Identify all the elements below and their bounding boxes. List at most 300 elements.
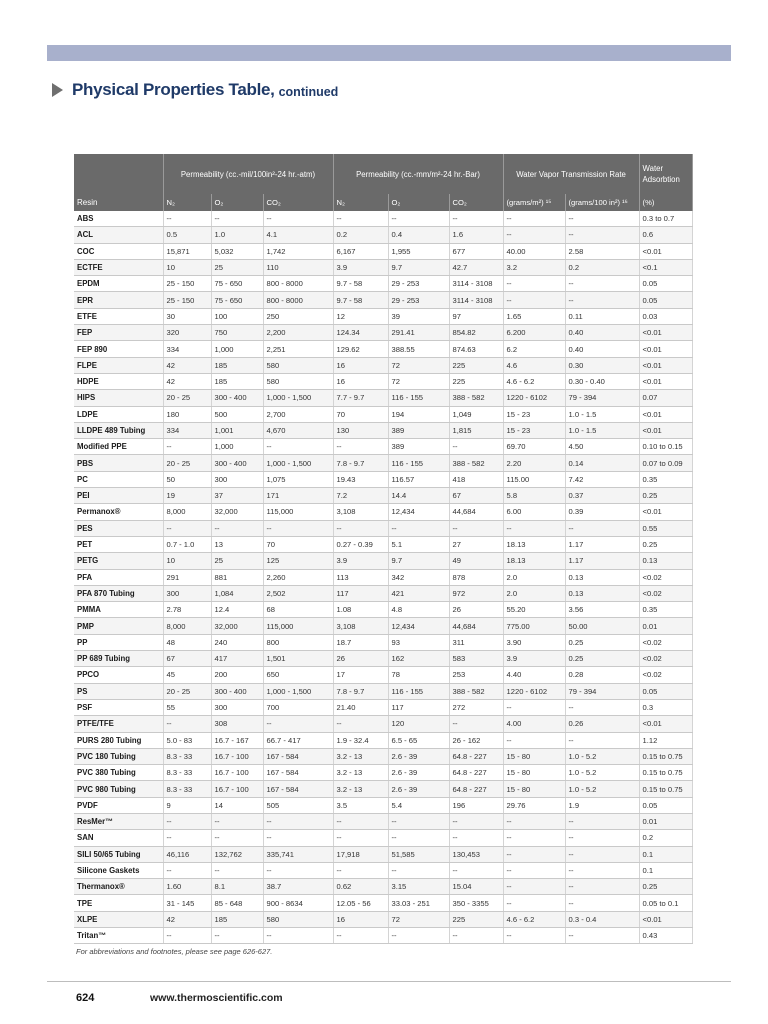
resin-name-cell: PP 689 Tubing — [74, 651, 163, 667]
resin-name-cell: PTFE/TFE — [74, 716, 163, 732]
table-cell: 388 - 582 — [449, 683, 503, 699]
table-cell: 6.5 - 65 — [388, 732, 449, 748]
table-cell: 79 - 394 — [565, 390, 639, 406]
table-cell: 1,742 — [263, 243, 333, 259]
table-cell: 0.3 to 0.7 — [639, 211, 692, 227]
table-cell: 900 - 8634 — [263, 895, 333, 911]
table-cell: <0.01 — [639, 504, 692, 520]
table-cell: 40.00 — [503, 243, 565, 259]
table-cell: 300 - 400 — [211, 455, 263, 471]
table-cell: 51,585 — [388, 846, 449, 862]
table-cell: 66.7 - 417 — [263, 732, 333, 748]
table-cell: 39 — [388, 308, 449, 324]
table-cell: 5.1 — [388, 536, 449, 552]
table-cell: -- — [503, 846, 565, 862]
table-cell: 19 — [163, 488, 211, 504]
resin-name-cell: FEP 890 — [74, 341, 163, 357]
table-cell: <0.01 — [639, 325, 692, 341]
table-cell: 0.2 — [333, 227, 388, 243]
table-cell: 389 — [388, 422, 449, 438]
table-cell: 1,815 — [449, 422, 503, 438]
table-cell: <0.02 — [639, 667, 692, 683]
table-cell: 29 - 253 — [388, 292, 449, 308]
table-row — [74, 357, 692, 373]
table-cell: 0.25 — [639, 488, 692, 504]
table-cell: 1.65 — [503, 308, 565, 324]
table-cell: 1.9 — [565, 797, 639, 813]
table-cell: 49 — [449, 553, 503, 569]
table-cell: 0.30 - 0.40 — [565, 373, 639, 389]
table-cell: 93 — [388, 634, 449, 650]
table-cell: 308 — [211, 716, 263, 732]
resin-name-cell: LLDPE 489 Tubing — [74, 422, 163, 438]
table-cell: 15 - 80 — [503, 748, 565, 764]
table-cell: 0.2 — [565, 259, 639, 275]
table-cell: 17,918 — [333, 846, 388, 862]
table-cell: 125 — [263, 553, 333, 569]
table-cell: -- — [163, 211, 211, 227]
table-cell: 874.63 — [449, 341, 503, 357]
table-cell: 1,000 - 1,500 — [263, 390, 333, 406]
table-cell: -- — [211, 830, 263, 846]
table-cell: -- — [211, 862, 263, 878]
table-cell: 72 — [388, 357, 449, 373]
table-cell: 0.11 — [565, 308, 639, 324]
table-cell: 854.82 — [449, 325, 503, 341]
table-row — [74, 716, 692, 732]
table-cell: -- — [565, 862, 639, 878]
table-cell: -- — [263, 716, 333, 732]
table-cell: 3.56 — [565, 602, 639, 618]
table-cell: 64.8 - 227 — [449, 748, 503, 764]
table-cell: 37 — [211, 488, 263, 504]
table-cell: 64.8 - 227 — [449, 765, 503, 781]
table-cell: 32,000 — [211, 504, 263, 520]
table-row — [74, 292, 692, 308]
table-cell: -- — [333, 439, 388, 455]
table-cell: 0.10 to 0.15 — [639, 439, 692, 455]
resin-name-cell: PMMA — [74, 602, 163, 618]
table-cell: 0.26 — [565, 716, 639, 732]
table-cell: 55.20 — [503, 602, 565, 618]
table-cell: 21.40 — [333, 699, 388, 715]
table-cell: 8,000 — [163, 618, 211, 634]
table-row — [74, 227, 692, 243]
table-cell: 0.40 — [565, 341, 639, 357]
table-cell: 335,741 — [263, 846, 333, 862]
resin-name-cell: HIPS — [74, 390, 163, 406]
table-cell: 68 — [263, 602, 333, 618]
table-cell: 389 — [388, 439, 449, 455]
table-row — [74, 748, 692, 764]
table-cell: 0.5 — [163, 227, 211, 243]
table-cell: 15 - 80 — [503, 765, 565, 781]
table-cell: 240 — [211, 634, 263, 650]
column-header: O₂ — [388, 194, 449, 211]
table-cell: 20 - 25 — [163, 390, 211, 406]
table-cell: 1,084 — [211, 585, 263, 601]
table-row — [74, 325, 692, 341]
table-cell: 120 — [388, 716, 449, 732]
table-cell: 0.15 to 0.75 — [639, 781, 692, 797]
resin-name-cell: PS — [74, 683, 163, 699]
table-cell: 15.04 — [449, 879, 503, 895]
table-cell: 185 — [211, 373, 263, 389]
table-cell: 55 — [163, 699, 211, 715]
table-row — [74, 406, 692, 422]
table-cell: 1.12 — [639, 732, 692, 748]
table-cell: 3.9 — [333, 259, 388, 275]
table-cell: 2.20 — [503, 455, 565, 471]
table-row — [74, 830, 692, 846]
table-cell: 0.28 — [565, 667, 639, 683]
table-cell: -- — [163, 813, 211, 829]
table-cell: <0.1 — [639, 259, 692, 275]
table-row — [74, 520, 692, 536]
resin-name-cell: EPR — [74, 292, 163, 308]
table-cell: -- — [211, 211, 263, 227]
group-header-permeability-metric: Permeability (cc.-mm/m²-24 hr.-Bar) — [333, 154, 503, 194]
table-cell: -- — [449, 862, 503, 878]
table-cell: 1.60 — [163, 879, 211, 895]
table-cell: 25 - 150 — [163, 292, 211, 308]
table-row — [74, 422, 692, 438]
resin-name-cell: Thermanox® — [74, 879, 163, 895]
table-row — [74, 308, 692, 324]
table-cell: 180 — [163, 406, 211, 422]
table-cell: -- — [263, 862, 333, 878]
table-cell: 194 — [388, 406, 449, 422]
table-cell: 800 - 8000 — [263, 292, 333, 308]
table-cell: 0.25 — [565, 651, 639, 667]
table-cell: -- — [449, 520, 503, 536]
table-cell: 29 - 253 — [388, 276, 449, 292]
table-cell: 12.05 - 56 — [333, 895, 388, 911]
table-cell: 15 - 80 — [503, 781, 565, 797]
table-cell: 4.40 — [503, 667, 565, 683]
table-cell: 0.1 — [639, 846, 692, 862]
group-header-water-adsorbtion: Water Adsorbtion — [639, 154, 692, 194]
resin-name-cell: PVC 380 Tubing — [74, 765, 163, 781]
table-cell: 505 — [263, 797, 333, 813]
table-cell: 1,049 — [449, 406, 503, 422]
table-cell: 3.90 — [503, 634, 565, 650]
table-cell: 18.7 — [333, 634, 388, 650]
table-cell: -- — [163, 928, 211, 944]
table-cell: 20 - 25 — [163, 683, 211, 699]
table-cell: 124.34 — [333, 325, 388, 341]
resin-name-cell: XLPE — [74, 911, 163, 927]
table-row — [74, 862, 692, 878]
table-cell: <0.02 — [639, 651, 692, 667]
table-cell: 0.39 — [565, 504, 639, 520]
table-cell: -- — [388, 928, 449, 944]
resin-name-cell: PP — [74, 634, 163, 650]
table-cell: 115,000 — [263, 504, 333, 520]
table-cell: 2.0 — [503, 585, 565, 601]
table-cell: 26 - 162 — [449, 732, 503, 748]
table-cell: 253 — [449, 667, 503, 683]
table-cell: 0.6 — [639, 227, 692, 243]
table-cell: 0.30 — [565, 357, 639, 373]
table-cell: 388 - 582 — [449, 390, 503, 406]
table-cell: -- — [503, 211, 565, 227]
table-cell: 4.50 — [565, 439, 639, 455]
table-cell: 4,670 — [263, 422, 333, 438]
table-row — [74, 683, 692, 699]
table-cell: 20 - 25 — [163, 455, 211, 471]
table-cell: 15,871 — [163, 243, 211, 259]
table-cell: -- — [565, 292, 639, 308]
table-cell: -- — [388, 813, 449, 829]
table-cell: 15 - 23 — [503, 422, 565, 438]
resin-name-cell: Tritan™ — [74, 928, 163, 944]
table-cell: 580 — [263, 357, 333, 373]
table-cell: 291 — [163, 569, 211, 585]
table-cell: 69.70 — [503, 439, 565, 455]
table-cell: 25 — [211, 553, 263, 569]
table-cell: 2.6 - 39 — [388, 748, 449, 764]
table-cell: 115,000 — [263, 618, 333, 634]
table-cell: 1,000 - 1,500 — [263, 683, 333, 699]
table-cell: 26 — [449, 602, 503, 618]
resin-name-cell: FLPE — [74, 357, 163, 373]
table-cell: 162 — [388, 651, 449, 667]
table-cell: 110 — [263, 259, 333, 275]
table-cell: 12,434 — [388, 618, 449, 634]
table-cell: 70 — [263, 536, 333, 552]
table-row — [74, 211, 692, 227]
table-cell: 3114 - 3108 — [449, 292, 503, 308]
table-cell: 14 — [211, 797, 263, 813]
table-cell: -- — [565, 846, 639, 862]
resin-name-cell: Modified PPE — [74, 439, 163, 455]
table-cell: 30 — [163, 308, 211, 324]
table-cell: <0.01 — [639, 373, 692, 389]
table-cell: 4.6 — [503, 357, 565, 373]
table-cell: 16 — [333, 911, 388, 927]
table-cell: 2.58 — [565, 243, 639, 259]
table-cell: -- — [388, 862, 449, 878]
table-cell: -- — [565, 813, 639, 829]
table-cell: 0.1 — [639, 862, 692, 878]
table-cell: 3.9 — [333, 553, 388, 569]
table-cell: <0.01 — [639, 716, 692, 732]
table-cell: 0.3 - 0.4 — [565, 911, 639, 927]
table-cell: -- — [503, 813, 565, 829]
table-row — [74, 390, 692, 406]
table-cell: 500 — [211, 406, 263, 422]
table-cell: 4.00 — [503, 716, 565, 732]
table-row — [74, 455, 692, 471]
table-row — [74, 813, 692, 829]
table-cell: <0.02 — [639, 585, 692, 601]
table-row — [74, 928, 692, 944]
resin-name-cell: TPE — [74, 895, 163, 911]
table-cell: <0.01 — [639, 243, 692, 259]
resin-name-cell: ABS — [74, 211, 163, 227]
table-cell: 196 — [449, 797, 503, 813]
resin-name-cell: ECTFE — [74, 259, 163, 275]
table-cell: 6.00 — [503, 504, 565, 520]
table-cell: 13 — [211, 536, 263, 552]
resin-name-cell: Silicone Gaskets — [74, 862, 163, 878]
table-cell: -- — [565, 928, 639, 944]
table-cell: -- — [565, 830, 639, 846]
resin-name-cell: COC — [74, 243, 163, 259]
table-cell: 7.2 — [333, 488, 388, 504]
table-cell: -- — [565, 879, 639, 895]
header-blank — [74, 154, 163, 194]
table-cell: 4.1 — [263, 227, 333, 243]
table-cell: 16.7 - 100 — [211, 748, 263, 764]
table-cell: 6,167 — [333, 243, 388, 259]
table-cell: 1.0 - 1.5 — [565, 406, 639, 422]
table-cell: 130,453 — [449, 846, 503, 862]
table-cell: 583 — [449, 651, 503, 667]
table-cell: 0.05 — [639, 797, 692, 813]
table-cell: 677 — [449, 243, 503, 259]
table-cell: 6.2 — [503, 341, 565, 357]
table-row — [74, 634, 692, 650]
table-cell: -- — [565, 699, 639, 715]
table-cell: -- — [211, 928, 263, 944]
table-cell: 32,000 — [211, 618, 263, 634]
table-cell: -- — [263, 211, 333, 227]
table-cell: 0.35 — [639, 602, 692, 618]
table-cell: 7.42 — [565, 471, 639, 487]
table-cell: 0.01 — [639, 618, 692, 634]
table-cell: -- — [333, 716, 388, 732]
resin-name-cell: PFA — [74, 569, 163, 585]
table-cell: 750 — [211, 325, 263, 341]
table-cell: 10 — [163, 259, 211, 275]
physical-properties-table — [74, 154, 693, 944]
table-cell: 48 — [163, 634, 211, 650]
table-cell: 300 — [163, 585, 211, 601]
table-cell: 79 - 394 — [565, 683, 639, 699]
table-cell: 72 — [388, 373, 449, 389]
table-cell: 1,955 — [388, 243, 449, 259]
table-cell: 421 — [388, 585, 449, 601]
table-cell: 0.40 — [565, 325, 639, 341]
resin-name-cell: PC — [74, 471, 163, 487]
resin-name-cell: FEP — [74, 325, 163, 341]
table-cell: 2,251 — [263, 341, 333, 357]
table-cell: 0.25 — [565, 634, 639, 650]
table-cell: 2.0 — [503, 569, 565, 585]
table-cell: 878 — [449, 569, 503, 585]
table-cell: 0.27 - 0.39 — [333, 536, 388, 552]
table-cell: 0.05 — [639, 276, 692, 292]
table-cell: 25 — [211, 259, 263, 275]
table-row — [74, 569, 692, 585]
table-cell: 700 — [263, 699, 333, 715]
table-cell: -- — [163, 520, 211, 536]
table-cell: 17 — [333, 667, 388, 683]
table-cell: 3.9 — [503, 651, 565, 667]
table-cell: 115.00 — [503, 471, 565, 487]
resin-name-cell: PURS 280 Tubing — [74, 732, 163, 748]
table-cell: 2,260 — [263, 569, 333, 585]
table-cell: 1,000 — [211, 341, 263, 357]
table-cell: 300 — [211, 699, 263, 715]
header-band — [47, 45, 731, 61]
resin-name-cell: PES — [74, 520, 163, 536]
group-header-permeability-imperial: Permeability (cc.-mil/100in²-24 hr.-atm) — [163, 154, 333, 194]
table-row — [74, 911, 692, 927]
table-cell: -- — [503, 895, 565, 911]
group-header-water-vapor: Water Vapor Transmission Rate — [503, 154, 639, 194]
table-cell: 1.0 - 5.2 — [565, 765, 639, 781]
table-cell: 132,762 — [211, 846, 263, 862]
table-cell: <0.01 — [639, 406, 692, 422]
table-cell: 50.00 — [565, 618, 639, 634]
table-row — [74, 276, 692, 292]
table-cell: -- — [333, 928, 388, 944]
table-cell: 116.57 — [388, 471, 449, 487]
table-cell: 67 — [449, 488, 503, 504]
table-row — [74, 765, 692, 781]
table-cell: 42 — [163, 357, 211, 373]
table-cell: 167 - 584 — [263, 781, 333, 797]
table-row — [74, 699, 692, 715]
table-cell: 0.25 — [639, 536, 692, 552]
table-cell: 167 - 584 — [263, 765, 333, 781]
table-cell: 185 — [211, 911, 263, 927]
column-header: CO₂ — [449, 194, 503, 211]
table-row — [74, 373, 692, 389]
table-cell: -- — [565, 895, 639, 911]
table-cell: 18.13 — [503, 536, 565, 552]
table-cell: 1.08 — [333, 602, 388, 618]
table-cell: -- — [263, 439, 333, 455]
table-cell: -- — [263, 928, 333, 944]
table-cell: 45 — [163, 667, 211, 683]
table-cell: 8.3 - 33 — [163, 781, 211, 797]
table-row — [74, 846, 692, 862]
table-cell: -- — [503, 520, 565, 536]
table-cell: 1.0 — [211, 227, 263, 243]
resin-name-cell: PPCO — [74, 667, 163, 683]
table-cell: 1.0 - 1.5 — [565, 422, 639, 438]
table-cell: 1.17 — [565, 536, 639, 552]
resin-name-cell: SILI 50/65 Tubing — [74, 846, 163, 862]
table-cell: 0.37 — [565, 488, 639, 504]
table-cell: 388.55 — [388, 341, 449, 357]
table-cell: 12.4 — [211, 602, 263, 618]
table-cell: 7.8 - 9.7 — [333, 455, 388, 471]
table-cell: -- — [449, 439, 503, 455]
table-cell: -- — [449, 928, 503, 944]
page-number: 624 — [76, 992, 95, 1004]
table-cell: 0.15 to 0.75 — [639, 748, 692, 764]
table-cell: -- — [503, 699, 565, 715]
table-cell: 27 — [449, 536, 503, 552]
table-cell: 5.8 — [503, 488, 565, 504]
table-cell: 300 - 400 — [211, 390, 263, 406]
table-cell: 26 — [333, 651, 388, 667]
table-row — [74, 471, 692, 487]
table-cell: 1.17 — [565, 553, 639, 569]
table-cell: 580 — [263, 373, 333, 389]
table-cell: 300 — [211, 471, 263, 487]
table-cell: 8.1 — [211, 879, 263, 895]
column-header: (%) — [639, 194, 692, 211]
triangle-bullet-icon — [52, 83, 63, 97]
table-cell: 10 — [163, 553, 211, 569]
table-cell: 388 - 582 — [449, 455, 503, 471]
